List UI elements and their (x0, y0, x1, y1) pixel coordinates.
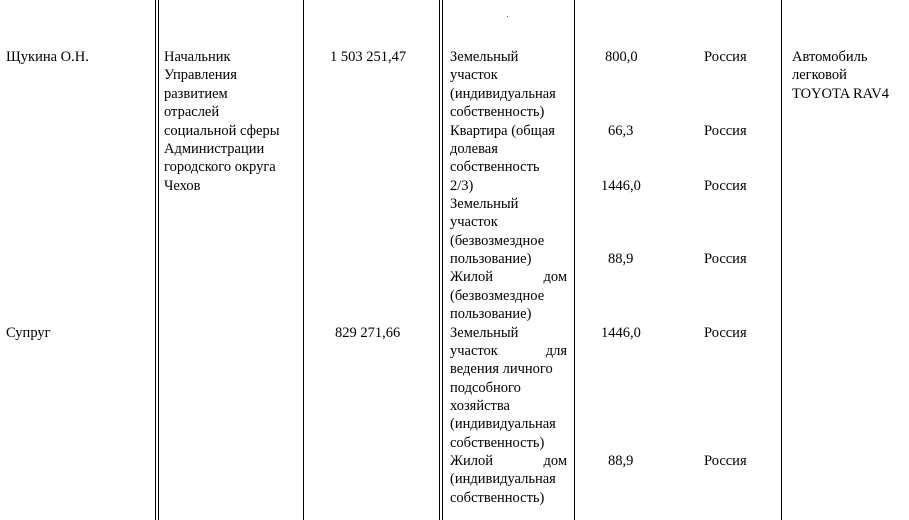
property-country: Россия (704, 453, 747, 469)
column-border (439, 0, 440, 520)
income-value: 829 271,66 (335, 325, 401, 341)
person-name: Супруг (6, 325, 51, 341)
property-country: Россия (704, 178, 747, 194)
property-area: 88,9 (608, 453, 634, 469)
stray-mark (507, 16, 508, 17)
property-country: Россия (704, 123, 747, 139)
column-border (574, 0, 575, 520)
column-border (781, 0, 782, 520)
person-name: Щукина О.Н. (6, 49, 89, 65)
property-area: 88,9 (608, 251, 634, 267)
property-area: 800,0 (605, 49, 638, 65)
property-country: Россия (704, 49, 747, 65)
column-border (303, 0, 304, 520)
column-border (442, 0, 443, 520)
property-country: Россия (704, 325, 747, 341)
column-border (158, 0, 159, 520)
property-area: 66,3 (608, 123, 634, 139)
income-value: 1 503 251,47 (330, 49, 407, 65)
property-area: 1446,0 (601, 178, 641, 194)
property-area: 1446,0 (601, 325, 641, 341)
column-border (155, 0, 156, 520)
property-country: Россия (704, 251, 747, 267)
